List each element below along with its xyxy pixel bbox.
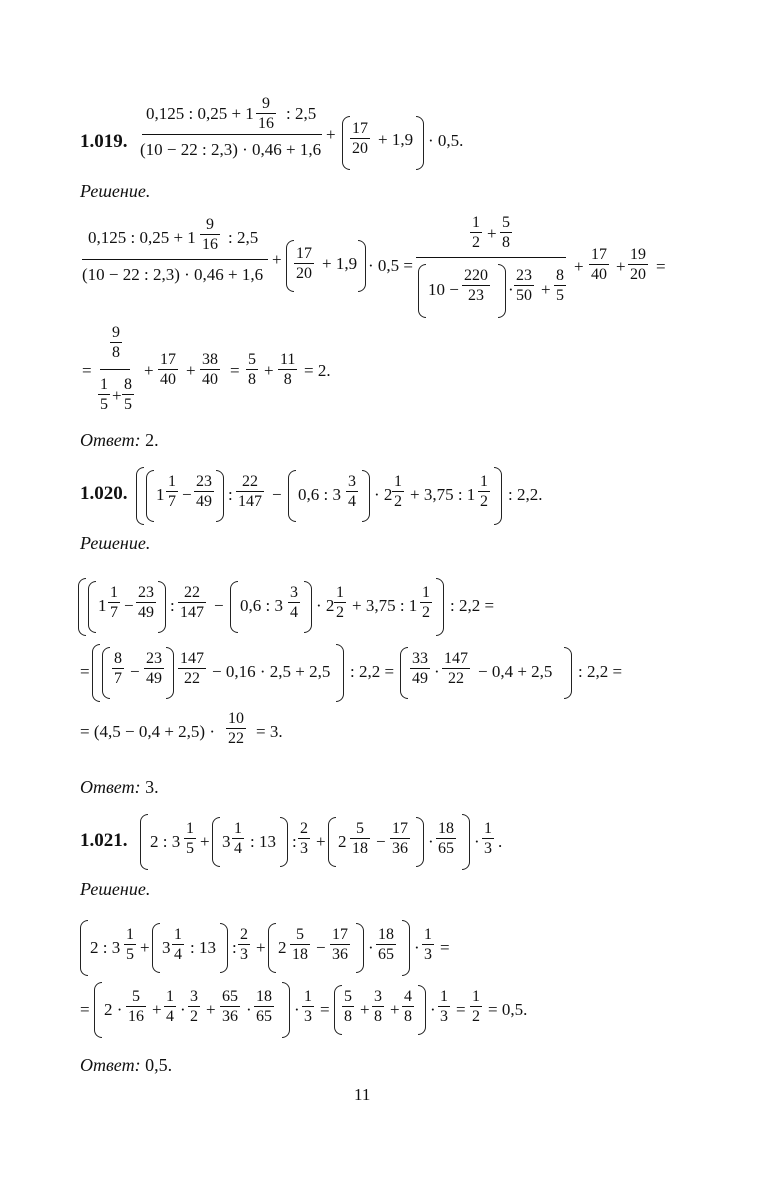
paren-right <box>158 581 166 633</box>
math-text: : <box>228 485 233 504</box>
paren-left <box>102 647 110 699</box>
math-fraction: 1 5 <box>126 926 134 963</box>
math-fraction: 11 8 <box>280 351 296 388</box>
paren-right <box>564 647 572 699</box>
math-text: · <box>474 832 480 851</box>
math-text: = <box>82 361 92 380</box>
math-text: . <box>498 832 503 851</box>
math-text: + 1,9 <box>378 130 414 149</box>
paren-left <box>92 644 100 702</box>
math-text: 2 : 3 <box>90 938 121 957</box>
math-fraction: 8 5 <box>124 376 132 413</box>
math-text: = <box>80 662 90 681</box>
math-fraction: 8 5 <box>556 267 564 304</box>
math-text: : <box>232 938 237 957</box>
math-fraction: 17 20 <box>296 245 312 282</box>
paren-left <box>230 581 238 633</box>
math-fraction: 8 7 <box>114 650 122 687</box>
math-fraction: 1 2 <box>472 214 480 251</box>
math-text: : 2,2 = <box>450 596 495 615</box>
math-text: · <box>180 1000 186 1019</box>
math-fraction: 1 5 <box>100 376 108 413</box>
paren-left <box>140 814 148 870</box>
math-fraction: 18 65 <box>256 988 272 1025</box>
math-fraction: 1 3 <box>440 988 448 1025</box>
math-fraction: 5 16 <box>128 988 144 1025</box>
paren-right <box>304 581 312 633</box>
paren-left <box>334 985 342 1035</box>
math-text: : 2,2. <box>508 485 543 504</box>
paren-right <box>336 644 344 702</box>
math-fraction: 3 8 <box>374 988 382 1025</box>
math-fraction: 17 20 <box>352 120 368 157</box>
math-text: : 13 <box>250 832 276 851</box>
math-text: · 2 <box>316 596 335 615</box>
math-denominator: (10 − 22 : 2,3) · 0,46 + 1,6 <box>140 140 322 159</box>
math-text: + <box>326 125 336 144</box>
math-text: + <box>487 224 497 243</box>
math-text: 2 · <box>104 1000 123 1019</box>
problem-number: 1.020. <box>80 483 128 504</box>
math-text: + 3,75 : 1 <box>352 596 418 615</box>
math-text: · <box>414 938 420 957</box>
paren-right <box>282 982 290 1038</box>
paren-right <box>280 817 288 867</box>
math-text: 2 <box>278 938 287 957</box>
math-text: + <box>152 1000 162 1019</box>
math-text: · 2 <box>374 485 393 504</box>
math-text: : <box>170 596 175 615</box>
paren-left <box>212 817 220 867</box>
math-text: + <box>206 1000 216 1019</box>
math-fraction: 1 2 <box>336 584 344 621</box>
math-text: · 0,5. <box>428 131 464 150</box>
answer-label: Ответ: <box>80 777 141 797</box>
math-text: 1 <box>98 596 107 615</box>
math-text: − 0,16 · 2,5 + 2,5 <box>212 662 331 681</box>
math-fraction: 1 2 <box>480 473 488 510</box>
math-fraction: 3 2 <box>190 988 198 1025</box>
paren-left <box>418 264 426 318</box>
math-text: : 2,5 <box>286 104 317 123</box>
math-fraction: 18 65 <box>378 926 394 963</box>
math-fraction: 3 4 <box>348 473 356 510</box>
math-text: 2 : 3 <box>150 832 181 851</box>
math-text: − <box>214 596 224 615</box>
math-fraction: 3 4 <box>290 584 298 621</box>
math-text: · <box>294 1000 300 1019</box>
math-text: 3 <box>162 938 171 957</box>
paren-left <box>94 982 102 1038</box>
math-text: + <box>112 386 122 405</box>
paren-right <box>494 467 502 525</box>
math-fraction: 17 36 <box>332 926 348 963</box>
math-text: 0,125 : 0,25 + 1 <box>88 228 196 247</box>
paren-left <box>342 116 350 170</box>
answer-value: 2. <box>145 430 159 450</box>
fraction-bar <box>82 259 268 260</box>
math-numerator: 0,125 : 0,25 + 1 <box>146 104 254 123</box>
math-text: + 3,75 : 1 <box>410 485 476 504</box>
paren-right <box>220 923 228 973</box>
paren-left <box>152 923 160 973</box>
solution-label: Решение. <box>80 879 151 899</box>
math-fraction: 18 65 <box>438 820 454 857</box>
math-fraction: 23 49 <box>146 650 162 687</box>
math-fraction: 1 5 <box>186 820 194 857</box>
math-text: = (4,5 − 0,4 + 2,5) · <box>80 722 215 741</box>
math-text: + <box>144 361 154 380</box>
paren-left <box>88 581 96 633</box>
math-fraction: 9 16 <box>258 95 274 132</box>
math-fraction: 10 22 <box>228 710 244 747</box>
math-text: + <box>140 938 150 957</box>
math-fraction: 33 49 <box>412 650 428 687</box>
answer-label: Ответ: <box>80 1055 141 1075</box>
math-fraction: 9 16 <box>202 216 218 253</box>
math-text: 10 − <box>428 280 459 299</box>
problem-number: 1.019. <box>80 131 128 152</box>
math-fraction: 1 7 <box>110 584 118 621</box>
math-text: : 2,2 = <box>578 662 623 681</box>
solution-label: Решение. <box>80 181 151 201</box>
paren-right <box>416 817 424 867</box>
math-fraction: 22 147 <box>180 584 204 621</box>
math-text: = <box>456 1000 466 1019</box>
paren-right <box>216 470 224 522</box>
math-text: : 2,2 = <box>350 662 395 681</box>
paren-left <box>328 817 336 867</box>
math-text: : 2,5 <box>228 228 259 247</box>
math-text: + <box>390 1000 400 1019</box>
paren-left <box>400 647 408 699</box>
math-fraction: 23 50 <box>516 267 532 304</box>
math-text: · <box>430 1000 436 1019</box>
math-text: + 1,9 <box>322 254 358 273</box>
math-text: = 2. <box>304 361 331 380</box>
math-text: − <box>272 485 282 504</box>
page-number: 11 <box>354 1085 371 1104</box>
paren-left <box>80 920 88 976</box>
fraction-bar <box>142 134 322 135</box>
math-text: + <box>316 832 326 851</box>
math-fraction: 23 49 <box>196 473 212 510</box>
math-fraction: 2 3 <box>240 926 248 963</box>
paren-left <box>268 923 276 973</box>
math-text: − <box>130 662 140 681</box>
math-fraction: 5 18 <box>352 820 368 857</box>
answer-line <box>80 777 159 798</box>
math-fraction: 38 40 <box>202 351 218 388</box>
math-fraction: 147 22 <box>180 650 204 687</box>
fraction-bar <box>416 257 566 258</box>
math-text: · <box>246 1000 252 1019</box>
solution-label: Решение. <box>80 533 151 553</box>
math-fraction: 65 36 <box>222 988 238 1025</box>
math-fraction: 23 49 <box>138 584 154 621</box>
answer-value: 0,5. <box>145 1055 173 1075</box>
paren-right <box>416 116 424 170</box>
math-text: · <box>434 662 440 681</box>
paren-left <box>288 470 296 522</box>
answer-line <box>80 430 159 451</box>
math-fraction: 220 23 <box>464 267 488 304</box>
math-fraction: 2 3 <box>300 820 308 857</box>
math-text: + <box>574 257 584 276</box>
paren-right <box>402 920 410 976</box>
math-text: − 0,4 + 2,5 <box>478 662 553 681</box>
math-fraction: 1 7 <box>168 473 176 510</box>
paren-right <box>498 264 506 318</box>
paren-right <box>418 985 426 1035</box>
math-fraction: 5 18 <box>292 926 308 963</box>
paren-right <box>356 923 364 973</box>
math-text: = <box>656 257 666 276</box>
math-text: − <box>376 832 386 851</box>
math-fraction: 17 40 <box>160 351 176 388</box>
math-text: 0,6 : 3 <box>298 485 341 504</box>
math-fraction: 9 8 <box>112 324 120 361</box>
math-fraction: 5 8 <box>502 214 510 251</box>
math-text: + <box>186 361 196 380</box>
math-text: 0,6 : 3 <box>240 596 283 615</box>
math-text: · <box>508 280 514 299</box>
paren-right <box>436 578 444 636</box>
math-text: = <box>230 361 240 380</box>
math-fraction: 147 22 <box>444 650 468 687</box>
math-text: 1 <box>156 485 165 504</box>
math-text: : <box>292 832 297 851</box>
paren-right <box>362 470 370 522</box>
math-fraction: 19 20 <box>630 246 646 283</box>
paren-right <box>166 647 174 699</box>
paren-left <box>78 578 86 636</box>
math-text: = 3. <box>256 722 283 741</box>
answer-value: 3. <box>145 777 159 797</box>
paren-right <box>358 240 366 292</box>
math-text: + <box>360 1000 370 1019</box>
math-text: = <box>80 1000 90 1019</box>
math-fraction: 1 2 <box>422 584 430 621</box>
math-fraction: 17 40 <box>591 246 607 283</box>
math-fraction: 1 2 <box>472 988 480 1025</box>
math-fraction: 1 3 <box>484 820 492 857</box>
math-text: = 0,5. <box>488 1000 528 1019</box>
answer-line <box>80 1055 172 1076</box>
paren-right <box>462 814 470 870</box>
math-text: + <box>264 361 274 380</box>
math-fraction: 1 3 <box>304 988 312 1025</box>
math-text: − <box>124 596 134 615</box>
math-text: · 0,5 = <box>368 256 413 275</box>
fraction-bar <box>100 369 130 370</box>
paren-left <box>146 470 154 522</box>
answer-label: Ответ: <box>80 430 141 450</box>
math-fraction: 5 8 <box>344 988 352 1025</box>
math-text: − <box>316 938 326 957</box>
math-fraction: 1 4 <box>174 926 182 963</box>
math-text: − <box>182 485 192 504</box>
math-text: + <box>272 250 282 269</box>
math-fraction: 17 36 <box>392 820 408 857</box>
math-text: = <box>440 938 450 957</box>
math-text: : 13 <box>190 938 216 957</box>
math-text: · <box>428 832 434 851</box>
math-fraction: 5 8 <box>248 351 256 388</box>
math-text: 2 <box>338 832 347 851</box>
math-fraction: 1 2 <box>394 473 402 510</box>
math-text: + <box>256 938 266 957</box>
math-text: · <box>368 938 374 957</box>
math-text: + <box>200 832 210 851</box>
math-text: 3 <box>222 832 231 851</box>
math-fraction: 1 3 <box>424 926 432 963</box>
math-text: (10 − 22 : 2,3) · 0,46 + 1,6 <box>82 265 264 284</box>
math-text: + <box>616 257 626 276</box>
math-fraction: 1 4 <box>234 820 242 857</box>
math-fraction: 1 4 <box>166 988 174 1025</box>
paren-left <box>286 240 294 292</box>
math-fraction: 22 147 <box>238 473 262 510</box>
math-text: = <box>320 1000 330 1019</box>
paren-left <box>136 467 144 525</box>
problem-number: 1.021. <box>80 830 128 851</box>
math-fraction: 4 8 <box>404 988 412 1025</box>
math-text: + <box>541 280 551 299</box>
